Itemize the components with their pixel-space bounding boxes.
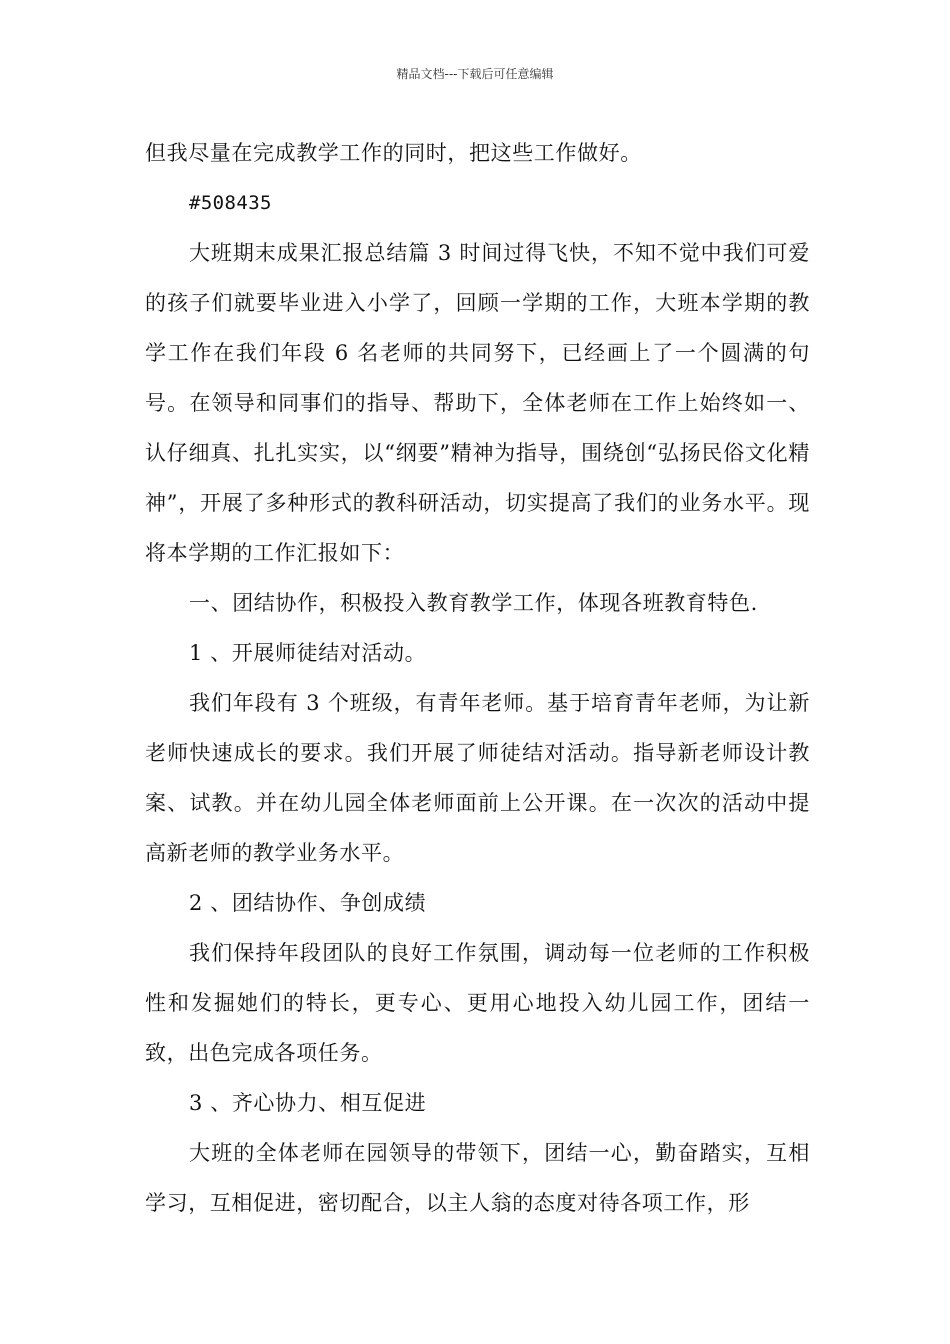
subsection-heading: 3 、齐心协力、相互促进 — [189, 1091, 427, 1115]
paragraph: 我们年段有 3 个班级，有青年老师。基于培育青年老师，为让新老师快速成长的要求。我们开展了师徒结对活动。指导新老师设计教案、试教。并在幼儿园全体老师面前上公开课。在一次次的活动中提高新老师的教学业务水平。 — [145, 691, 810, 865]
paragraph-code: #508435 — [189, 192, 272, 214]
subsection-heading: 2 、团结协作、争创成绩 — [189, 891, 427, 915]
document-body — [145, 128, 810, 1228]
paragraph: 大班期末成果汇报总结篇 3 时间过得飞快，不知不觉中我们可爱的孩子们就要毕业进入小学了，回顾一学期的工作，大班本学期的教学工作在我们年段 6 名老师的共同努下，已经画上了一个圆满的句号。在领导和同事们的指导、帮助下，全体老师在工作上始终如一、认仔细真、扎扎实实，以“纲要”精神为指导，围绕创“弘扬民俗文化精神”，开展了多种形式的教科研活动，切实提高了我们的业务水平。现将本学期的工作汇报如下： — [145, 241, 810, 565]
paragraph: 大班的全体老师在园领导的带领下，团结一心，勤奋踏实，互相学习，互相促进，密切配合，以主人翁的态度对待各项工作，形 — [145, 1141, 810, 1215]
paragraph: 我们保持年段团队的良好工作氛围，调动每一位老师的工作积极性和发掘她们的特长，更专心、更用心地投入幼儿园工作，团结一致，出色完成各项任务。 — [145, 941, 810, 1065]
page-header: 精品文档---下载后可任意编辑 — [396, 67, 554, 81]
section-heading: 一、团结协作，积极投入教育教学工作，体现各班教育特色. — [189, 591, 758, 615]
paragraph: 但我尽量在完成教学工作的同时，把这些工作做好。 — [145, 141, 642, 165]
subsection-heading: 1 、开展师徒结对活动。 — [189, 641, 427, 665]
